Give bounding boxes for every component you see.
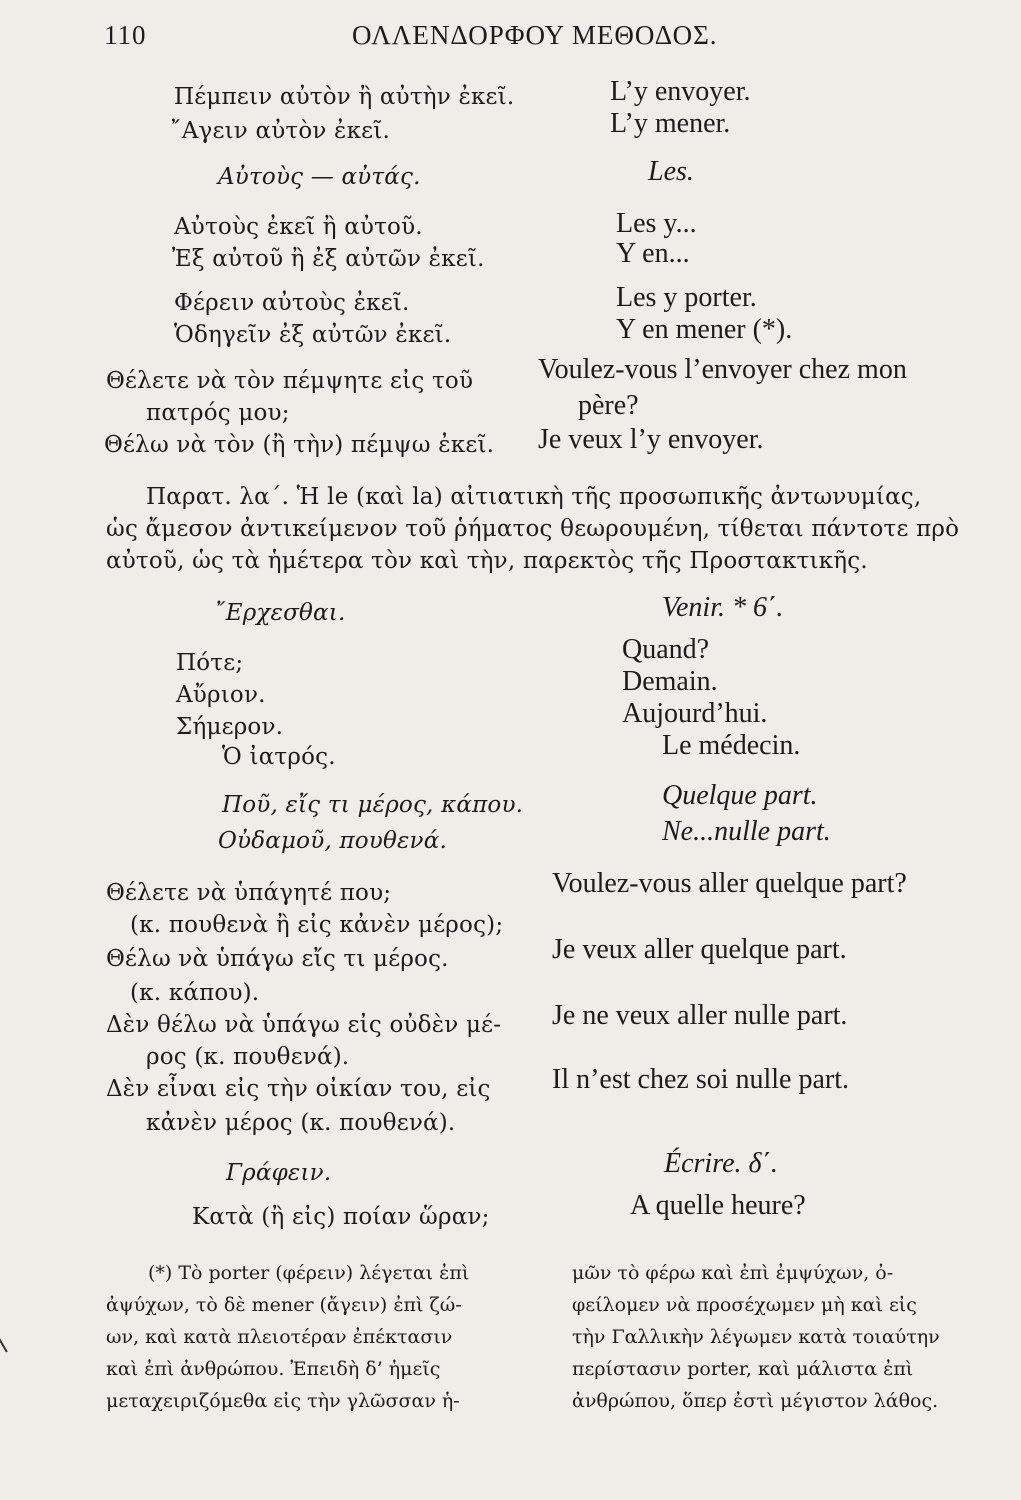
footnote-right-line-5: ἀνθρώπου, ὅπερ ἐστὶ μέγιστον λάθος. bbox=[572, 1390, 939, 1412]
french-vocab-tomorrow: Demain. bbox=[622, 666, 718, 697]
greek-line-8: Θέλετε νὰ τὸν πέμψητε εἰς τοῦ bbox=[106, 368, 474, 394]
greek-line-1: Πέμπειν αὐτὸν ἢ αὐτὴν ἐκεῖ. bbox=[174, 84, 515, 110]
greek-line-2: ῎Αγειν αὐτὸν ἐκεῖ. bbox=[170, 118, 391, 144]
french-line-10: Je veux l’y envoyer. bbox=[538, 424, 764, 455]
greek-sentence-4-cont: κἀνὲν μέρος (κ. πουθενά). bbox=[146, 1110, 456, 1136]
page-number: 110 bbox=[104, 20, 147, 50]
page-edge-mark bbox=[0, 1329, 13, 1352]
greek-vocab-when: Πότε; bbox=[176, 650, 244, 676]
footnote-left-line-3: ων, καὶ κατὰ πλειοτέραν ἐπέκτασιν bbox=[106, 1326, 453, 1348]
greek-line-5: Ἐξ αὐτοῦ ἢ ἐξ αὐτῶν ἐκεῖ. bbox=[172, 246, 485, 272]
greek-vocab-write: Γράφειν. bbox=[226, 1160, 332, 1186]
french-line-5: Y en... bbox=[616, 238, 690, 269]
french-vocab-what-time: A quelle heure? bbox=[630, 1190, 806, 1221]
french-vocab-somewhere: Quelque part. bbox=[662, 780, 818, 811]
greek-vocab-doctor: Ὁ ἰατρός. bbox=[222, 744, 336, 770]
french-line-4: Les y... bbox=[616, 208, 697, 239]
greek-sentence-1-note: (κ. πουθενὰ ἢ εἰς κἀνὲν μέρος); bbox=[130, 912, 504, 938]
french-sentence-1: Voulez-vous aller quelque part? bbox=[552, 868, 907, 899]
french-line-6: Les y porter. bbox=[616, 282, 757, 313]
french-sentence-3: Je ne veux aller nulle part. bbox=[552, 1000, 848, 1031]
footnote-left-line-4: καὶ ἐπὶ ἀνθρώπου. Ἐπειδὴ δ’ ἡμεῖς bbox=[106, 1358, 441, 1380]
greek-vocab-tomorrow: Αὔριον. bbox=[176, 682, 266, 708]
greek-sentence-2-note: (κ. κάπου). bbox=[130, 980, 260, 1006]
greek-sentence-2: Θέλω νὰ ὑπάγω εἴς τι μέρος. bbox=[106, 946, 449, 972]
greek-line-7: Ὁδηγεῖν ἐξ αὐτῶν ἐκεῖ. bbox=[174, 322, 452, 348]
remark-line-1: Παρατ. λα΄. Ἡ le (καὶ la) αἰτιατικὴ τῆς προσωπικῆς ἀντωνυμίας, bbox=[146, 484, 922, 510]
greek-sentence-3: Δὲν θέλω νὰ ὑπάγω εἰς οὐδὲν μέ- bbox=[106, 1012, 502, 1038]
greek-vocab-today: Σήμερον. bbox=[176, 714, 284, 740]
footnote-left-line-5: μεταχειριζόμεθα εἰς τὴν γλῶσσαν ἡ- bbox=[106, 1390, 460, 1412]
greek-sentence-4: Δὲν εἶναι εἰς τὴν οἰκίαν του, εἰς bbox=[106, 1076, 491, 1102]
french-line-1: L’y envoyer. bbox=[610, 76, 751, 107]
footnote-left-line-2: ἀψύχων, τὸ δὲ mener (ἄγειν) ἐπὶ ζώ- bbox=[106, 1294, 462, 1316]
french-vocab-write: Écrire. δ΄. bbox=[664, 1148, 778, 1179]
greek-line-9: πατρός μου; bbox=[146, 400, 290, 426]
french-vocab-today: Aujourd’hui. bbox=[622, 698, 768, 729]
french-vocab-venir: Venir. * 6΄. bbox=[662, 592, 784, 623]
french-line-9: père? bbox=[578, 390, 639, 421]
greek-line-3: Αὐτοὺς — αὐτάς. bbox=[218, 164, 421, 190]
french-line-3: Les. bbox=[648, 156, 694, 187]
remark-line-2: ὡς ἄμεσον ἀντικείμενον τοῦ ῥήματος θεωρουμένη, τίθεται πάντοτε πρὸ bbox=[106, 516, 960, 542]
remark-line-3: αὐτοῦ, ὡς τὰ ἡμέτερα τὸν καὶ τὴν, παρεκτὸς τῆς Προστακτικῆς. bbox=[106, 548, 868, 574]
greek-vocab-somewhere: Ποῦ, εἴς τι μέρος, κάπου. bbox=[222, 792, 524, 818]
french-vocab-doctor: Le médecin. bbox=[662, 730, 801, 761]
french-vocab-nowhere: Ne...nulle part. bbox=[662, 816, 831, 847]
greek-line-10: Θέλω νὰ τὸν (ἢ τὴν) πέμψω ἐκεῖ. bbox=[104, 432, 495, 458]
running-title: ΟΛΛΕΝΔΟΡΦΟΥ ΜΕΘΟΔΟΣ. bbox=[352, 20, 718, 50]
footnote-right-line-4: περίστασιν porter, καὶ μάλιστα ἐπὶ bbox=[572, 1358, 914, 1380]
greek-vocab-what-time: Κατὰ (ἢ εἰς) ποίαν ὥραν; bbox=[192, 1204, 490, 1230]
greek-line-6: Φέρειν αὐτοὺς ἐκεῖ. bbox=[174, 290, 410, 316]
footnote-right-line-3: τὴν Γαλλικὴν λέγωμεν κατὰ τοιαύτην bbox=[572, 1326, 940, 1348]
greek-vocab-venir: ῎Ερχεσθαι. bbox=[214, 600, 346, 626]
french-line-2: L’y mener. bbox=[610, 108, 731, 139]
french-sentence-2: Je veux aller quelque part. bbox=[552, 934, 847, 965]
french-line-7: Y en mener (*). bbox=[616, 314, 793, 345]
french-vocab-when: Quand? bbox=[622, 634, 710, 665]
greek-sentence-3-cont: ρος (κ. πουθενά). bbox=[146, 1044, 350, 1070]
footnote-right-line-1: μῶν τὸ φέρω καὶ ἐπὶ ἐμψύχων, ὀ- bbox=[572, 1262, 894, 1284]
greek-line-4: Αὐτοὺς ἐκεῖ ἢ αὐτοῦ. bbox=[174, 214, 423, 240]
french-line-8: Voulez-vous l’envoyer chez mon bbox=[538, 354, 907, 385]
footnote-right-line-2: φείλομεν νὰ προσέχωμεν μὴ καὶ εἰς bbox=[572, 1294, 917, 1316]
greek-sentence-1: Θέλετε νὰ ὑπάγητέ που; bbox=[106, 880, 392, 906]
french-sentence-4: Il n’est chez soi nulle part. bbox=[552, 1064, 850, 1095]
greek-vocab-nowhere: Οὐδαμοῦ, πουθενά. bbox=[218, 828, 447, 854]
footnote-left-line-1: (*) Τὸ porter (φέρειν) λέγεται ἐπὶ bbox=[148, 1262, 470, 1284]
